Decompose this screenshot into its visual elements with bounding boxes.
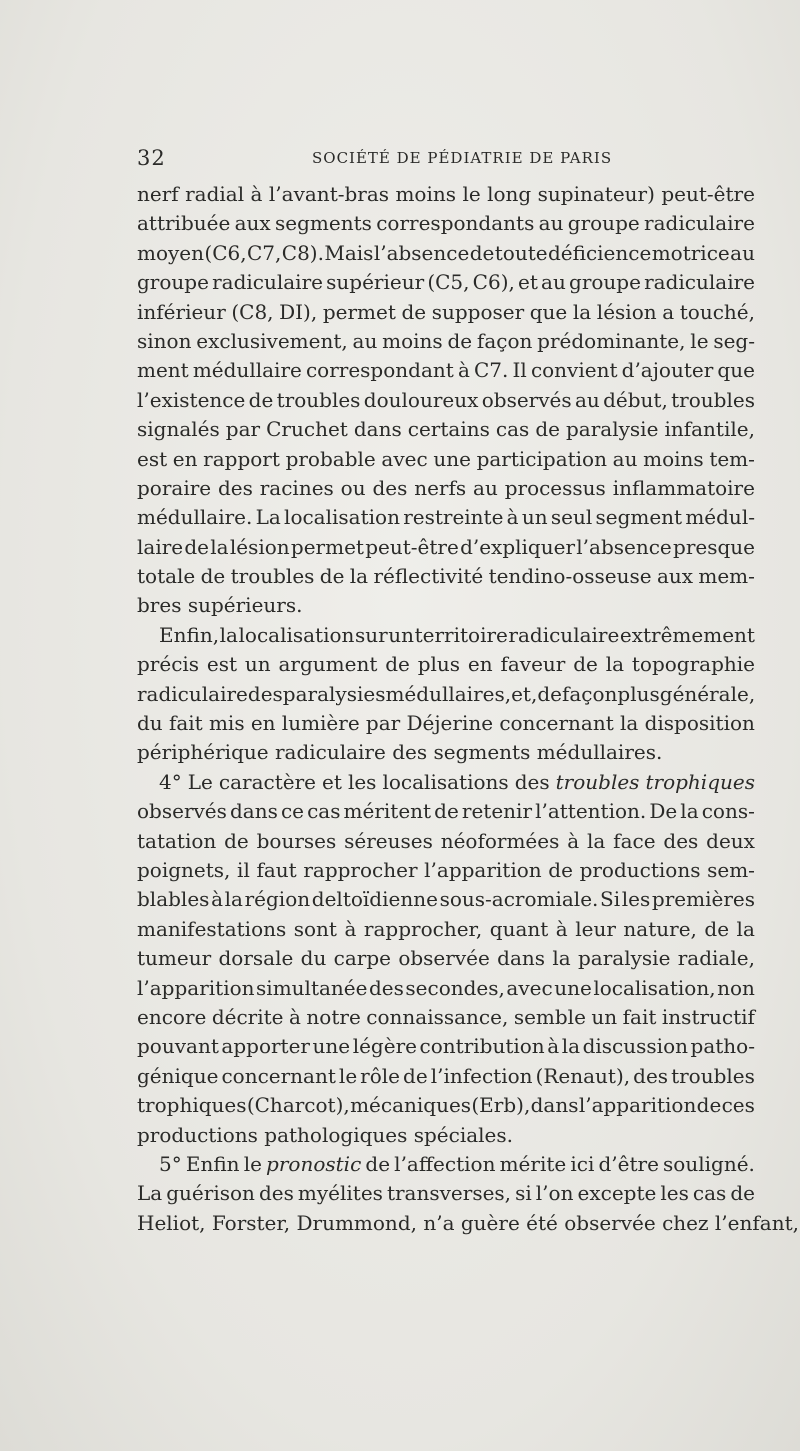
text-line: manifestations sont à rapprocher, quant à leur nature, de la bbox=[137, 916, 755, 941]
text-line: poignets, il faut rapprocher l’apparition de productions sem- bbox=[137, 857, 755, 882]
body-text bbox=[137, 180, 799, 1238]
text-line: ment médullaire correspondant à C7. Il convient d’ajouter que bbox=[137, 358, 755, 383]
text-line: groupe radiculaire supérieur (C5, C6), et au groupe radiculaire bbox=[137, 270, 755, 295]
text-line: tatation de bourses séreuses néoformées à la face des deux bbox=[137, 828, 755, 853]
text-line: La guérison des myélites transverses, si l’on excepte les cas de bbox=[137, 1181, 755, 1206]
text-line: précis est un argument de plus en faveur de la topographie bbox=[137, 652, 755, 677]
text-line: poraire des racines ou des nerfs au processus inflammatoire bbox=[137, 475, 755, 500]
text-line: laire de la lésion permet peut-être d’expliquer l’absence presque bbox=[137, 534, 755, 559]
text-line: encore décrite à notre connaissance, semble un fait instructif bbox=[137, 1004, 755, 1029]
text-line: Enfin, la localisation sur un territoire radiculaire extrêmement bbox=[159, 622, 755, 647]
text-line: productions pathologiques spéciales. bbox=[137, 1122, 514, 1147]
text-line: nerf radial à l’avant-bras moins le long supinateur) peut-être bbox=[137, 182, 755, 206]
text-line: Heliot, Forster, Drummond, n’a guère été observée chez l’enfant, bbox=[137, 1210, 799, 1235]
text-line: médullaire. La localisation restreinte à un seul segment médul- bbox=[137, 505, 755, 530]
text-line: périphérique radiculaire des segments médullaires. bbox=[137, 740, 663, 765]
text-line: sinon exclusivement, au moins de façon prédominante, le seg- bbox=[137, 328, 755, 353]
text-line: moyen (C6, C7, C8). Mais l’absence de toute déficience motrice au bbox=[137, 240, 755, 265]
text-line: blables à la région deltoïdienne sous-acromiale. Si les premières bbox=[137, 887, 755, 912]
text-line: observés dans ce cas méritent de retenir l’attention. De la cons- bbox=[137, 799, 755, 824]
text-line: tumeur dorsale du carpe observée dans la paralysie radiale, bbox=[137, 946, 755, 971]
page-number: 32 bbox=[137, 146, 166, 170]
text-line: l’existence de troubles douloureux observés au début, troubles bbox=[137, 387, 755, 412]
text-line: 5° Enfin le pronostic de l’affection mérite ici d’être souligné. bbox=[159, 1151, 755, 1176]
text-line: inférieur (C8, DI), permet de supposer que la lésion a touché, bbox=[137, 299, 755, 324]
text-line: signalés par Cruchet dans certains cas de paralysie infantile, bbox=[137, 417, 755, 442]
text-line: pouvant apporter une légère contribution à la discussion patho- bbox=[137, 1034, 755, 1059]
running-head: SOCIÉTÉ DE PÉDIATRIE DE PARIS bbox=[312, 149, 613, 167]
text-line: est en rapport probable avec une participation au moins tem- bbox=[137, 446, 755, 471]
text-line: attribuée aux segments correspondants au groupe radiculaire bbox=[137, 211, 755, 236]
text-line: radiculaire des paralysies médullaires, et, de façon plus générale, bbox=[137, 681, 756, 706]
text-line: génique concernant le rôle de l’infection (Renaut), des troubles bbox=[137, 1063, 755, 1088]
text-line: du fait mis en lumière par Déjerine concernant la disposition bbox=[137, 711, 755, 736]
page-header bbox=[137, 146, 755, 172]
text-line: trophiques (Charcot), mécaniques (Erb), dans l’apparition de ces bbox=[137, 1093, 755, 1118]
text-line: totale de troubles de la réflectivité tendino-osseuse aux mem- bbox=[137, 564, 755, 589]
text-line: bres supérieurs. bbox=[137, 593, 303, 618]
text-line: l’apparition simultanée des secondes, avec une localisation, non bbox=[137, 975, 755, 1000]
text-line: 4° Le caractère et les localisations des troubles trophiques bbox=[159, 769, 755, 794]
